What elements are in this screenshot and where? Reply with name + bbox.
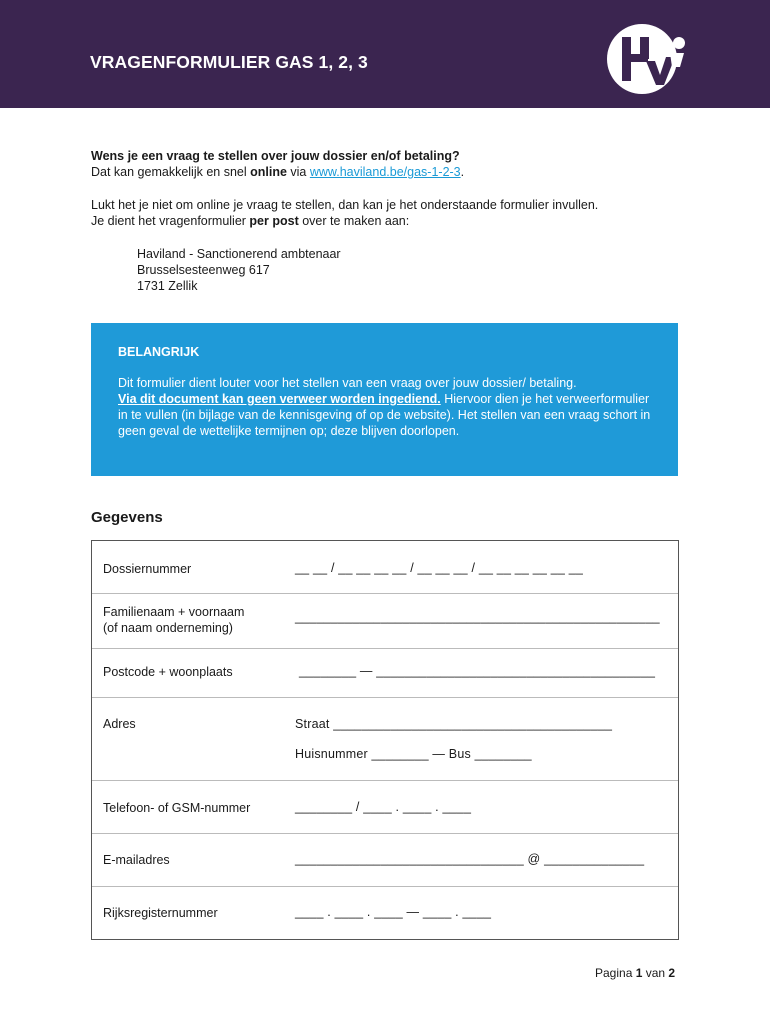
page-of: van: [642, 966, 669, 980]
national-number-field[interactable]: ____ . ____ . ____ — ____ . ____: [295, 905, 492, 919]
postcode-field[interactable]: ________ — _______________________________________: [299, 664, 656, 678]
page-label: Pagina: [595, 966, 636, 980]
current-page: 1: [635, 966, 643, 980]
notice-warning: Via dit document kan geen verweer worden ingediend.: [118, 392, 441, 406]
instructions-text-end: over te maken aan:: [298, 214, 410, 228]
row-address: [92, 698, 678, 781]
label-name: [103, 604, 244, 636]
form-title: VRAGENFORMULIER GAS 1, 2, 3: [90, 52, 368, 72]
intro-block: [91, 148, 691, 180]
page-number: [595, 966, 675, 980]
address-line: 1731 Zellik: [137, 279, 198, 293]
house-number-field[interactable]: Huisnummer ________ — Bus ________: [295, 747, 532, 761]
instructions-line-1: Lukt het je niet om online je vraag te stellen, dan kan je het onderstaande formulier invullen.: [91, 198, 599, 212]
intro-line: [91, 164, 691, 180]
details-form: [91, 540, 679, 940]
header-bar: [0, 0, 770, 108]
label-national-number: Rijksregisternummer: [103, 906, 218, 920]
instructions-line-2: [91, 213, 691, 229]
postal-address: [137, 246, 341, 294]
label-name-line-2: (of naam onderneming): [103, 621, 233, 635]
row-email: [92, 834, 678, 887]
label-address: Adres: [103, 717, 136, 731]
row-postcode: [92, 649, 678, 698]
notice-body: [118, 375, 654, 439]
haviland-link[interactable]: www.haviland.be/gas-1-2-3: [309, 165, 461, 179]
important-notice: [91, 323, 678, 476]
intro-text: Dat kan gemakkelijk en snel: [91, 165, 251, 179]
intro-via: via: [286, 165, 310, 179]
row-dossier: [92, 541, 678, 594]
label-phone: Telefoon- of GSM-nummer: [103, 801, 251, 815]
intro-question: Wens je een vraag te stellen over jouw dossier en/of betaling?: [91, 149, 460, 163]
phone-field[interactable]: ________ / ____ . ____ . ____: [295, 800, 472, 814]
email-field[interactable]: ________________________________ @ ______________: [295, 852, 645, 866]
label-email: E-mailadres: [103, 853, 170, 867]
label-postcode: Postcode + woonplaats: [103, 665, 233, 679]
address-line: Brusselsesteenweg 617: [137, 263, 270, 277]
address-line: Haviland - Sanctionerend ambtenaar: [137, 247, 341, 261]
row-phone: [92, 781, 678, 834]
label-dossier: Dossiernummer: [103, 562, 192, 576]
street-field[interactable]: Straat _______________________________________: [295, 717, 613, 731]
total-pages: 2: [668, 966, 676, 980]
instructions-per-post: per post: [249, 214, 299, 228]
instructions-block: [91, 197, 691, 229]
dossier-field[interactable]: __ __ / __ __ __ __ / __ __ __ / __ __ __ __ __ __: [295, 561, 584, 575]
row-national-number: [92, 887, 678, 939]
intro-period: .: [460, 165, 465, 179]
intro-online: online: [250, 165, 287, 179]
row-name: [92, 594, 678, 649]
notice-text: Dit formulier dient louter voor het stellen van een vraag over jouw dossier/ betaling.: [118, 376, 577, 390]
label-name-line-1: Familienaam + voornaam: [103, 605, 245, 619]
name-field[interactable]: ___________________________________________________: [295, 610, 660, 624]
instructions-text: Je dient het vragenformulier: [91, 214, 250, 228]
hv-logo: [606, 23, 690, 95]
notice-text-rest: Hiervoor dien je het verweerformulier in te vullen (in bijlage van de kennisgeving of op de website). Het stellen van een vraag schort in geen geval de wettelijke termijnen op; deze blijven doorlopen.: [118, 392, 651, 438]
section-title: Gegevens: [91, 509, 163, 526]
notice-title: BELANGRIJK: [118, 345, 200, 359]
